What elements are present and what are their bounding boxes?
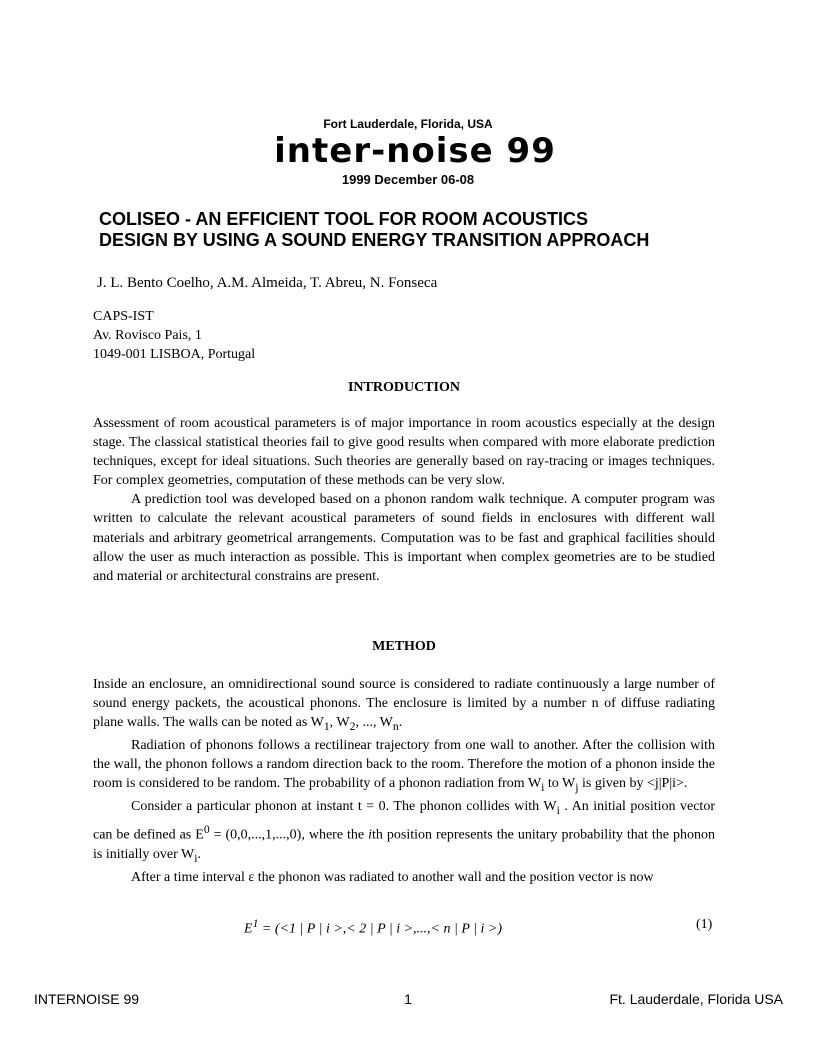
paper-title-line-1: COLISEO - AN EFFICIENT TOOL FOR ROOM ACOUSTICS xyxy=(99,209,589,229)
equation-1-rhs: = (<1 | P | i >,< 2 | P | i >,...,< n | P | i >) xyxy=(258,921,503,937)
wall-subscript-i: i xyxy=(541,781,545,795)
affiliation xyxy=(93,307,255,364)
method-p2-mid: to W xyxy=(544,776,576,792)
conference-dates: 1999 December 06-08 xyxy=(341,172,475,187)
wall-subscript-1: 1 xyxy=(323,719,330,733)
wall-subscript-i-3: i xyxy=(194,851,198,865)
method-p3-a: Consider a particular phonon at instant t = 0. The phonon collides with W xyxy=(131,799,557,815)
method-heading: METHOD xyxy=(372,639,436,654)
method-p3-b: . An initial position vector can be defined as E xyxy=(93,799,715,843)
method-p3-e: . xyxy=(197,846,201,862)
method-paragraph-4: After a time interval ε the phonon was radiated to another wall and the position vector is now xyxy=(131,869,654,885)
introduction-body xyxy=(93,414,715,586)
vector-superscript-0: 0 xyxy=(203,823,210,837)
equation-1-number: (1) xyxy=(696,917,713,932)
method-p1-sep2: , ..., W xyxy=(355,715,393,731)
method-p2-text: Radiation of phonons follows a rectilinear trajectory from one wall to another. After the collision with the wall, the phonon follows a random direction back to the room. Therefore the motion of a phonon inside the room is considered to be random. The probability of a phonon radiation from W xyxy=(93,738,715,792)
introduction-heading: INTRODUCTION xyxy=(347,380,460,395)
method-paragraph-1 xyxy=(93,675,715,736)
affiliation-line-3: 1049-001 LISBOA, Portugal xyxy=(93,347,256,362)
footer-page-number: 1 xyxy=(404,991,412,1007)
conference-logo: inter-noise 99 xyxy=(274,131,556,171)
method-p2-end: is given by <j|P|i>. xyxy=(578,776,688,792)
method-paragraph-3 xyxy=(93,797,715,868)
paper-title-line-2: DESIGN BY USING A SOUND ENERGY TRANSITION APPROACH xyxy=(99,230,650,250)
wall-subscript-j: j xyxy=(575,781,579,795)
equation-1-lhs-superscript: 1 xyxy=(252,917,259,930)
method-p3-c: = (0,0,...,1,...,0), where the xyxy=(209,827,369,843)
conference-location: Fort Lauderdale, Florida, USA xyxy=(323,117,493,131)
footer-location: Ft. Lauderdale, Florida USA xyxy=(609,991,783,1007)
equation-1 xyxy=(244,917,502,938)
method-p1-text: Inside an enclosure, an omnidirectional sound source is considered to radiate continuously a large number of sound energy packets, the acoustical phonons. The enclosure is limited by a number n of diffuse radiating plane walls. The walls can be noted as W xyxy=(93,677,715,731)
wall-subscript-n: n xyxy=(392,719,399,733)
introduction-paragraph-1: Assessment of room acoustical parameters is of major importance in room acoustics especially at the design stage. The classical statistical theories fail to give good results when compared with more elaborate prediction techniques, except for ideal situations. Such theories are generally based on ray-tracing or images techniques. For complex geometries, computation of these methods can be very slow. xyxy=(93,416,715,489)
method-paragraph-2 xyxy=(93,736,715,797)
footer-conference: INTERNOISE 99 xyxy=(34,991,140,1007)
wall-subscript-i-2: i xyxy=(556,803,560,817)
affiliation-line-1: CAPS-IST xyxy=(93,309,154,324)
wall-subscript-2: 2 xyxy=(349,719,356,733)
method-p1-sep1: , W xyxy=(329,715,350,731)
affiliation-line-2: Av. Rovisco Pais, 1 xyxy=(93,328,202,343)
equation-1-lhs: E xyxy=(244,921,253,937)
paper-title xyxy=(99,209,779,251)
method-p3-d: th position represents the unitary probability that the phonon is initially over W xyxy=(93,827,715,862)
introduction-paragraph-2: A prediction tool was developed based on a phonon random walk technique. A computer program was written to calculate the relevant acoustical parameters of sound fields in enclosures with different wall materials and arbitrary geometrical arrangements. Computation was to be fast and graphical facilities should allow the user as much interaction as possible. This is important when complex geometries are to be studied and material or architectural constrains are present. xyxy=(93,492,715,584)
method-body xyxy=(93,675,715,887)
author-list: J. L. Bento Coelho, A.M. Almeida, T. Abreu, N. Fonseca xyxy=(97,275,438,291)
method-p1-end: . xyxy=(398,715,403,731)
method-p3-ith: i xyxy=(368,827,373,843)
